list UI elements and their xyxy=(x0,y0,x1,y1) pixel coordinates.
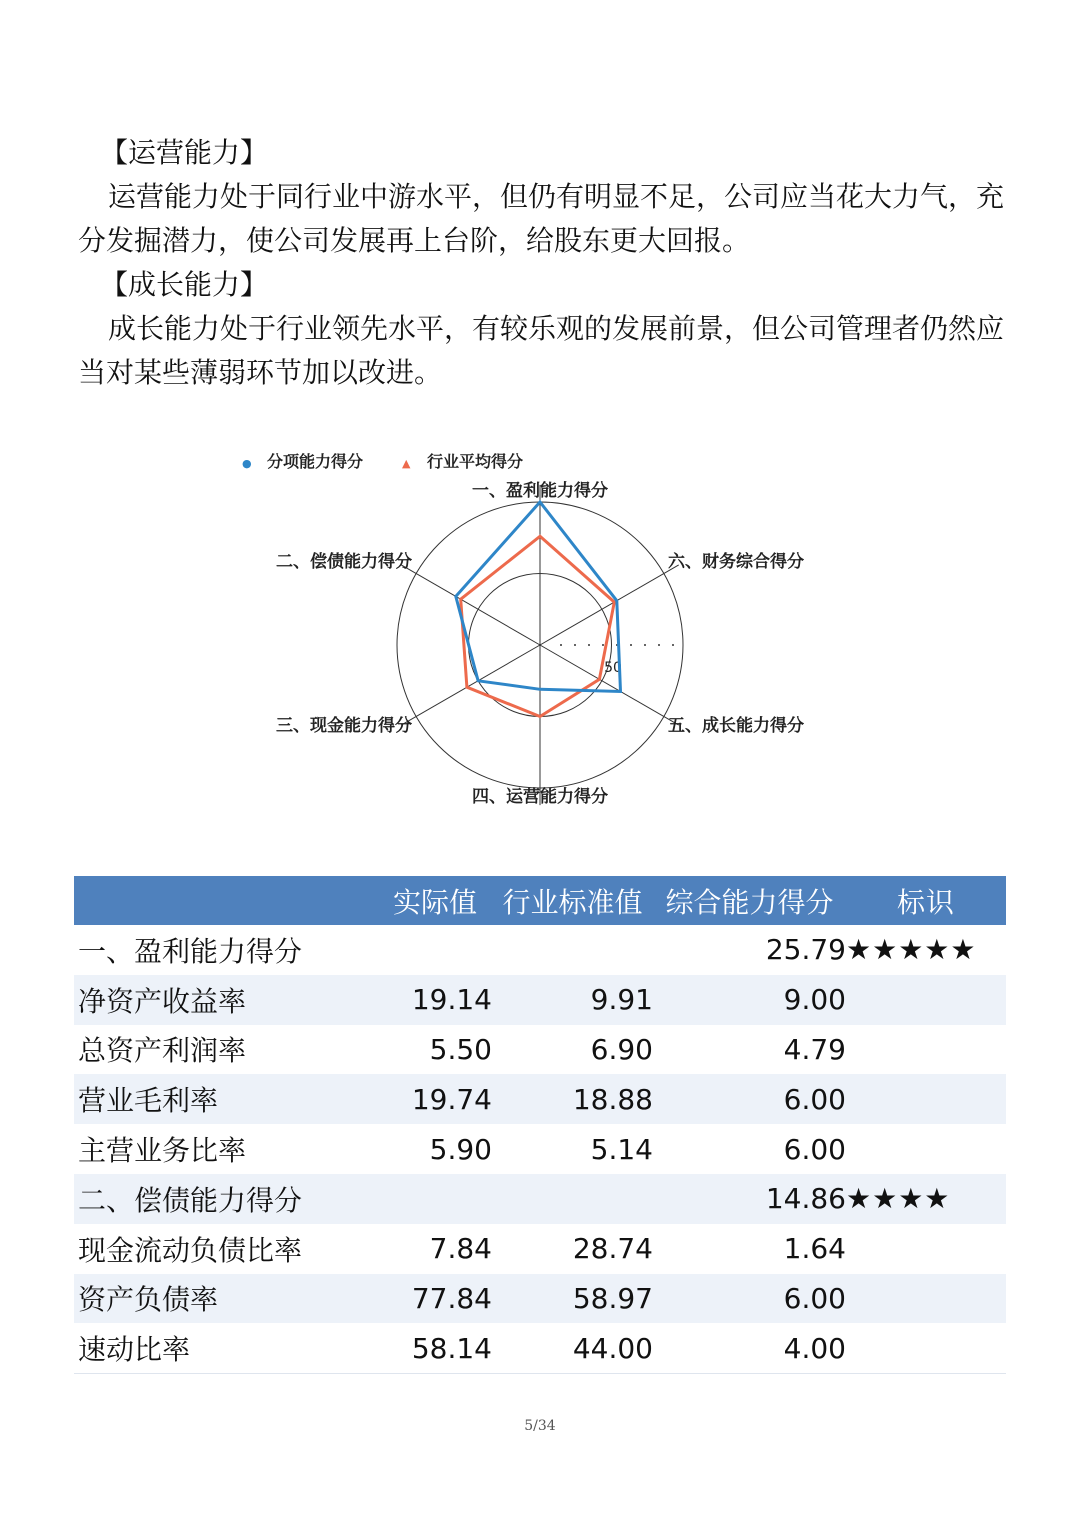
cell-stars: ★★★★ xyxy=(846,1174,1006,1224)
cell-stars: ★★★★★ xyxy=(846,933,977,967)
cell-standard: 9.91 xyxy=(492,975,653,1025)
legend-label: 分项能力得分 xyxy=(267,452,364,471)
cell-actual: 5.90 xyxy=(429,1132,492,1166)
cell-score: 6.00 xyxy=(653,1074,846,1124)
table-row xyxy=(74,1074,1006,1124)
header-mark: 标识 xyxy=(846,876,1006,925)
radar-category-label: 一、盈利能力得分 xyxy=(472,481,608,501)
header-name xyxy=(74,876,378,925)
cell-stars xyxy=(846,1074,1006,1124)
scores-table xyxy=(74,876,1006,1374)
cell-stars xyxy=(846,1323,1006,1373)
table-row-group xyxy=(74,1174,1006,1224)
section-body-growth: 成长能力处于行业领先水平，有较乐观的发展前景，但公司管理者仍然应当对某些薄弱环节加以改进。 xyxy=(78,312,1005,389)
cell-name: 一、盈利能力得分 xyxy=(78,934,303,968)
legend-label: 行业平均得分 xyxy=(427,452,524,471)
cell-standard: 18.88 xyxy=(492,1074,653,1124)
cell-score: 14.86 xyxy=(653,1174,846,1224)
page-number: 5/34 xyxy=(524,1418,556,1434)
cell-name: 营业毛利率 xyxy=(74,1074,378,1124)
cell-stars xyxy=(846,1274,1006,1324)
cell-score: 9.00 xyxy=(653,975,846,1025)
radar-category-label: 三、现金能力得分 xyxy=(276,716,412,736)
header-standard: 行业标准值 xyxy=(492,876,653,925)
cell-name: 净资产收益率 xyxy=(74,975,378,1025)
cell-stars xyxy=(846,1224,1006,1274)
header-score: 综合能力得分 xyxy=(653,876,846,925)
radar-category-label: 四、运营能力得分 xyxy=(472,787,608,807)
cell-actual xyxy=(378,925,492,975)
radar-tick-label: 50 xyxy=(604,660,622,676)
cell-score: 25.79 xyxy=(765,933,846,967)
cell-actual: 77.84 xyxy=(378,1274,492,1324)
cell-stars xyxy=(846,975,1006,1025)
cell-stars xyxy=(846,1025,1006,1075)
cell-standard xyxy=(492,925,653,975)
cell-name: 速动比率 xyxy=(74,1323,378,1373)
cell-standard: 6.90 xyxy=(590,1032,653,1066)
cell-name: 二、偿债能力得分 xyxy=(74,1174,378,1224)
cell-score: 4.79 xyxy=(783,1032,846,1066)
cell-actual xyxy=(378,1174,492,1224)
table-row xyxy=(74,1025,1006,1075)
radar-category-label: 五、成长能力得分 xyxy=(668,716,804,736)
table-row xyxy=(74,1274,1006,1324)
cell-standard: 44.00 xyxy=(492,1323,653,1373)
table-row xyxy=(74,975,1006,1025)
cell-standard: 5.14 xyxy=(590,1132,653,1166)
cell-name: 现金流动负债比率 xyxy=(78,1233,303,1267)
cell-score: 6.00 xyxy=(783,1132,846,1166)
legend-marker: ● xyxy=(242,457,252,470)
cell-actual: 19.74 xyxy=(378,1074,492,1124)
cell-name: 主营业务比率 xyxy=(78,1134,247,1168)
cell-score: 4.00 xyxy=(653,1323,846,1373)
legend-marker: ▲ xyxy=(402,457,411,470)
radar-category-label: 二、偿债能力得分 xyxy=(276,552,412,572)
cell-score: 1.64 xyxy=(783,1232,846,1266)
cell-name: 总资产利润率 xyxy=(78,1034,247,1068)
table-header-row xyxy=(74,876,1006,925)
cell-actual: 7.84 xyxy=(429,1232,492,1266)
table-row xyxy=(74,1323,1006,1373)
table-row xyxy=(74,1124,1006,1174)
header-actual: 实际值 xyxy=(378,876,492,925)
section-heading-operation: 【运营能力】 xyxy=(100,136,269,169)
radar-chart xyxy=(230,440,850,820)
cell-stars xyxy=(846,1124,1006,1174)
radar-category-label: 六、财务综合得分 xyxy=(668,552,804,572)
cell-score: 6.00 xyxy=(653,1274,846,1324)
cell-standard: 28.74 xyxy=(572,1232,653,1266)
table-row xyxy=(74,1224,1006,1274)
cell-name: 资产负债率 xyxy=(74,1274,378,1324)
radar-series-actual xyxy=(456,502,621,692)
cell-actual: 5.50 xyxy=(429,1032,492,1066)
section-heading-growth: 【成长能力】 xyxy=(100,268,269,301)
cell-standard xyxy=(492,1174,653,1224)
cell-standard: 58.97 xyxy=(492,1274,653,1324)
cell-actual: 58.14 xyxy=(378,1323,492,1373)
table-row-group xyxy=(74,925,1006,975)
cell-actual: 19.14 xyxy=(378,975,492,1025)
section-body-operation: 运营能力处于同行业中游水平，但仍有明显不足，公司应当花大力气，充分发掘潜力，使公司发展再上台阶，给股东更大回报。 xyxy=(78,180,1005,257)
